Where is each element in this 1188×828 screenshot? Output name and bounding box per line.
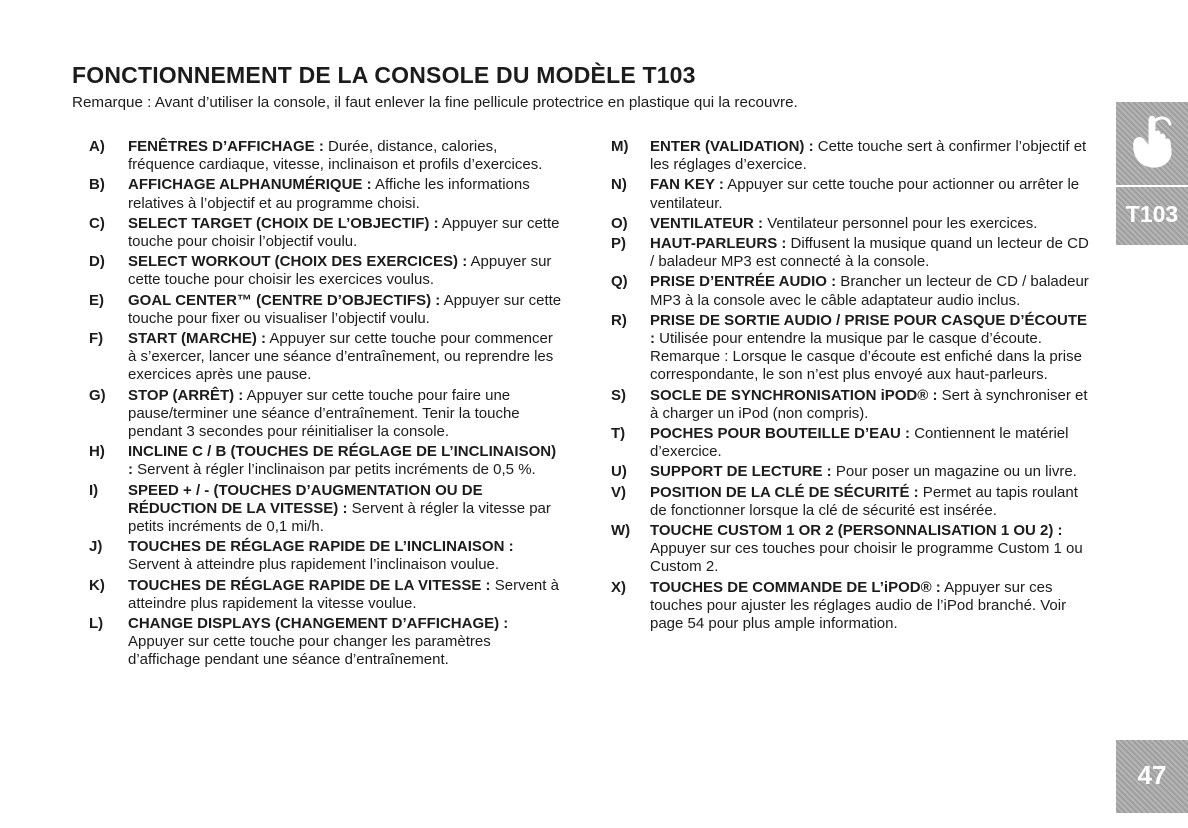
- list-item-c: [89, 215, 563, 251]
- list-item-t: [611, 425, 1091, 461]
- list-item-m: [611, 138, 1091, 174]
- list-item-w: [611, 522, 1091, 577]
- item-letter: V): [611, 483, 626, 501]
- item-letter: R): [611, 311, 627, 329]
- item-description: Appuyer sur cette touche pour actionner ou arrêter le ventilateur.: [650, 176, 1080, 212]
- item-heading: INCLINE C / B (TOUCHES DE RÉGLAGE DE L’INCLINAISON) :: [128, 443, 557, 479]
- item-heading: PRISE D’ENTRÉE AUDIO :: [650, 273, 837, 291]
- item-description: Sert à synchroniser et à charger un iPod (non compris).: [650, 386, 1088, 422]
- item-heading: PRISE DE SORTIE AUDIO / PRISE POUR CASQUE D’ÉCOUTE :: [650, 311, 1088, 348]
- left-column: [89, 138, 563, 672]
- item-heading: TOUCHE CUSTOM 1 OR 2 (PERSONNALISATION 1 OU 2) :: [650, 522, 1063, 540]
- page-title: FONCTIONNEMENT DE LA CONSOLE DU MODÈLE T103: [72, 62, 696, 88]
- list-item-j: [89, 538, 563, 574]
- item-letter: M): [611, 138, 629, 155]
- list-item-f: [89, 330, 563, 385]
- item-description: Servent à atteindre plus rapidement la vitesse voulue.: [128, 576, 559, 612]
- list-item-l: [89, 615, 563, 670]
- item-description: Appuyer sur cette touche pour choisir l’objectif voulu.: [128, 214, 560, 251]
- list-item-v: [611, 484, 1091, 520]
- item-letter: S): [611, 386, 626, 404]
- item-description: Permet au tapis roulant de fonctionner lorsque la clé de sécurité est insérée.: [650, 483, 1078, 519]
- hand-pointer-icon: [1126, 112, 1178, 174]
- item-heading: TOUCHES DE RÉGLAGE RAPIDE DE LA VITESSE :: [128, 576, 491, 594]
- list-item-o: [611, 215, 1091, 233]
- list-item-x: [611, 579, 1091, 634]
- item-heading: POCHES POUR BOUTEILLE D’EAU :: [650, 425, 911, 443]
- item-letter: I): [89, 481, 99, 499]
- item-letter: K): [89, 576, 105, 594]
- item-letter: P): [611, 235, 626, 253]
- item-letter: Q): [611, 273, 628, 291]
- item-heading: SUPPORT DE LECTURE :: [650, 463, 832, 481]
- item-heading: FENÊTRES D’AFFICHAGE :: [128, 138, 324, 155]
- item-letter: G): [89, 386, 106, 404]
- item-description: Appuyer sur ces touches pour choisir le programme Custom 1 ou Custom 2.: [650, 540, 1083, 576]
- item-heading: TOUCHES DE RÉGLAGE RAPIDE DE L’INCLINAISON :: [128, 538, 514, 556]
- list-item-p: [611, 235, 1091, 271]
- item-heading: TOUCHES DE COMMANDE DE L’iPOD® :: [650, 578, 941, 596]
- list-item-n: [611, 176, 1091, 212]
- item-letter: F): [89, 330, 104, 348]
- list-item-s: [611, 387, 1091, 423]
- item-heading: AFFICHAGE ALPHANUMÉRIQUE :: [128, 176, 372, 194]
- item-description: Appuyer sur cette touche pour faire une pause/terminer une séance d’entraînement. Tenir la touche pendant 3 secondes pour réinitialiser la console.: [128, 386, 520, 441]
- item-heading: POSITION DE LA CLÉ DE SÉCURITÉ :: [650, 483, 919, 501]
- item-letter: N): [611, 176, 627, 194]
- item-letter: A): [89, 138, 105, 155]
- item-letter: H): [89, 443, 105, 461]
- item-letter: O): [611, 214, 628, 232]
- item-heading: START (MARCHE) :: [128, 330, 267, 348]
- item-description: Appuyer sur cette touche pour changer les paramètres d’affichage pendant une séance d’entraînement.: [128, 633, 491, 669]
- item-description: Diffusent la musique quand un lecteur de CD / baladeur MP3 est connecté à la console.: [650, 235, 1089, 271]
- item-description: Affiche les informations relatives à l’objectif et au programme choisi.: [128, 176, 530, 212]
- list-item-i: [89, 482, 563, 537]
- intro-note: Remarque : Avant d’utiliser la console, il faut enlever la fine pellicule protectrice en plastique qui la recouvre.: [72, 94, 798, 111]
- item-description: Cette touche sert à confirmer l’objectif et les réglages d’exercice.: [650, 138, 1087, 174]
- list-item-r: [611, 312, 1091, 385]
- model-tab: [1116, 187, 1188, 245]
- list-item-q: [611, 273, 1091, 309]
- item-heading: VENTILATEUR :: [650, 214, 764, 232]
- item-description: Servent à régler l’inclinaison par petits incréments de 0,5 %.: [133, 461, 536, 479]
- item-heading: SELECT TARGET (CHOIX DE L’OBJECTIF) :: [128, 214, 439, 232]
- item-description: Servent à régler la vitesse par petits incréments de 0,1 mi/h.: [128, 499, 551, 536]
- item-description: Contiennent le matériel d’exercice.: [650, 425, 1069, 461]
- item-description: Durée, distance, calories, fréquence cardiaque, vitesse, inclinaison et profils d’exercices.: [128, 138, 543, 174]
- item-letter: T): [611, 425, 626, 443]
- item-heading: GOAL CENTER™ (CENTRE D’OBJECTIFS) :: [128, 291, 441, 309]
- list-item-u: [611, 463, 1091, 481]
- page-number: 47: [1137, 760, 1167, 790]
- list-item-b: [89, 176, 563, 212]
- item-heading: SOCLE DE SYNCHRONISATION iPOD® :: [650, 386, 938, 404]
- item-description: Brancher un lecteur de CD / baladeur MP3 à la console avec le câble adaptateur audio inclus.: [650, 273, 1089, 309]
- right-column: [611, 138, 1091, 635]
- item-description: Appuyer sur cette touche pour commencer à s’exercer, lancer une séance d’entraînement, ou reprendre les exercices après une pause.: [128, 330, 554, 384]
- item-description: Servent à atteindre plus rapidement l’inclinaison voulue.: [128, 556, 500, 574]
- item-heading: FAN KEY :: [650, 176, 724, 194]
- section-icon-tab: [1116, 102, 1188, 185]
- model-label: T103: [1125, 201, 1179, 227]
- item-letter: X): [611, 578, 626, 596]
- list-item-d: [89, 253, 563, 289]
- item-heading: SELECT WORKOUT (CHOIX DES EXERCICES) :: [128, 253, 468, 271]
- item-letter: C): [89, 214, 105, 232]
- page-number-tab: [1116, 740, 1188, 813]
- item-description: Ventilateur personnel pour les exercices.: [763, 214, 1038, 232]
- item-heading: CHANGE DISPLAYS (CHANGEMENT D’AFFICHAGE) :: [128, 615, 509, 633]
- item-heading: SPEED + / - (TOUCHES D’AUGMENTATION OU DE RÉDUCTION DE LA VITESSE) :: [128, 481, 483, 517]
- item-description: Utilisée pour entendre la musique par le casque d’écoute. Remarque : Lorsque le casque d’écoute est enfiché dans la prise correspondante, le son n’est plus envoyé aux haut-parleurs.: [650, 330, 1082, 384]
- item-letter: E): [89, 291, 104, 309]
- item-heading: ENTER (VALIDATION) :: [650, 138, 814, 155]
- item-heading: STOP (ARRÊT) :: [128, 386, 244, 404]
- item-letter: D): [89, 253, 105, 271]
- item-letter: B): [89, 176, 105, 194]
- item-letter: J): [89, 538, 103, 556]
- item-letter: L): [89, 615, 104, 633]
- item-description: Appuyer sur cette touche pour choisir les exercices voulus.: [128, 253, 552, 289]
- item-heading: HAUT-PARLEURS :: [650, 235, 787, 253]
- item-description: Appuyer sur cette touche pour fixer ou visualiser l’objectif voulu.: [128, 291, 562, 327]
- list-item-e: [89, 292, 563, 328]
- item-description: Pour poser un magazine ou un livre.: [831, 463, 1077, 481]
- item-description: Appuyer sur ces touches pour ajuster les réglages audio de l’iPod branché. Voir page 54 pour plus ample information.: [650, 578, 1067, 633]
- item-letter: U): [611, 463, 627, 481]
- list-item-k: [89, 577, 563, 613]
- list-item-a: [89, 138, 563, 174]
- item-letter: W): [611, 522, 631, 540]
- list-item-h: [89, 443, 563, 479]
- list-item-g: [89, 387, 563, 442]
